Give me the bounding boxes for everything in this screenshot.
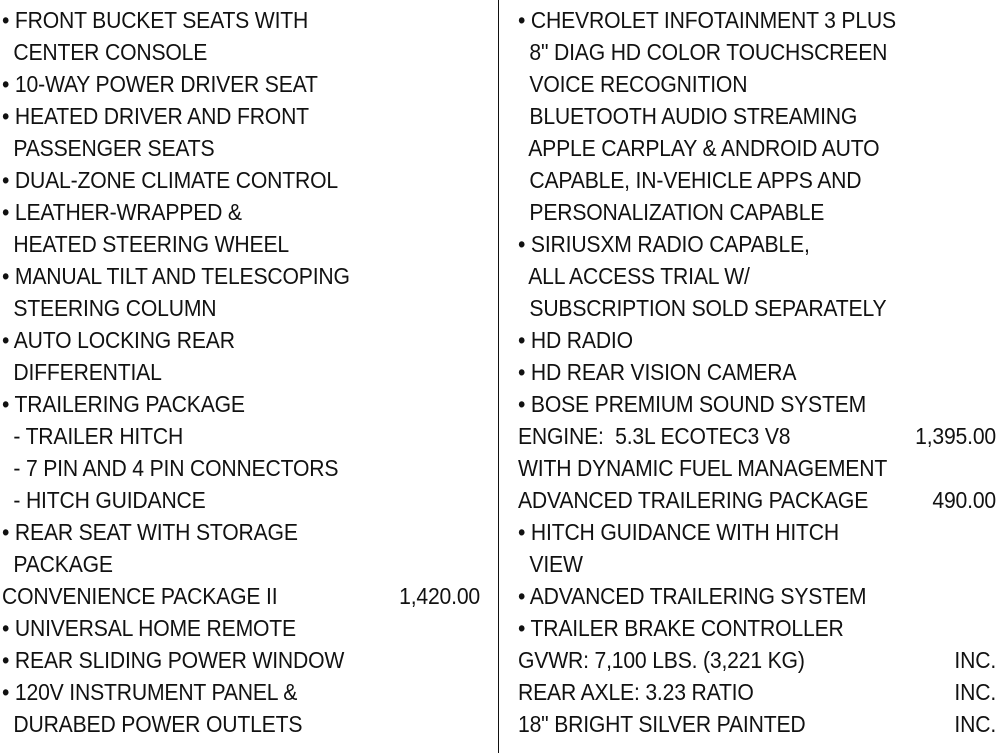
right-line-text: WITH DYNAMIC FUEL MANAGEMENT [518, 455, 888, 481]
right-line [518, 420, 996, 452]
right-line [518, 100, 996, 132]
right-line [518, 228, 996, 260]
left-line [2, 548, 480, 580]
right-line [518, 260, 996, 292]
left-line-text: • TRAILERING PACKAGE [2, 391, 245, 417]
left-line-text: - HITCH GUIDANCE [2, 487, 206, 513]
left-line [2, 420, 480, 452]
right-line-price: INC. [954, 711, 997, 737]
left-column [2, 4, 480, 740]
right-line [518, 4, 996, 36]
left-line [2, 612, 480, 644]
right-line-text: • SIRIUSXM RADIO CAPABLE, [518, 231, 810, 257]
right-line-text: GVWR: 7,100 LBS. (3,221 KG) [518, 647, 805, 673]
right-line-text: VIEW [518, 551, 583, 577]
right-line-text: REAR AXLE: 3.23 RATIO [518, 679, 754, 705]
left-line [2, 4, 480, 36]
left-line [2, 708, 480, 740]
left-line [2, 292, 480, 324]
left-line-text: • UNIVERSAL HOME REMOTE [2, 615, 296, 641]
left-line [2, 196, 480, 228]
right-line [518, 644, 996, 676]
right-line-price: INC. [954, 679, 997, 705]
left-line-text: • REAR SEAT WITH STORAGE [2, 519, 298, 545]
right-column [518, 4, 996, 740]
right-line [518, 676, 996, 708]
right-line [518, 452, 996, 484]
left-line-text: CONVENIENCE PACKAGE II [2, 583, 278, 609]
left-line [2, 356, 480, 388]
left-line-text: DIFFERENTIAL [2, 359, 162, 385]
left-line-text: • AUTO LOCKING REAR [2, 327, 235, 353]
right-line-text: APPLE CARPLAY & ANDROID AUTO [518, 135, 880, 161]
right-line-text: SUBSCRIPTION SOLD SEPARATELY [518, 295, 887, 321]
column-divider [498, 0, 499, 753]
right-line-text: VOICE RECOGNITION [518, 71, 748, 97]
left-line [2, 68, 480, 100]
left-line-text: • HEATED DRIVER AND FRONT [2, 103, 309, 129]
right-line [518, 36, 996, 68]
right-line-price: 490.00 [932, 487, 997, 513]
left-line-text: • MANUAL TILT AND TELESCOPING [2, 263, 350, 289]
left-line-text: PASSENGER SEATS [2, 135, 215, 161]
right-line-text: • ADVANCED TRAILERING SYSTEM [518, 583, 867, 609]
left-line-text: - 7 PIN AND 4 PIN CONNECTORS [2, 455, 339, 481]
left-line [2, 324, 480, 356]
right-line-price: INC. [954, 647, 997, 673]
right-line [518, 612, 996, 644]
right-line [518, 324, 996, 356]
right-line [518, 708, 996, 740]
left-line [2, 132, 480, 164]
left-line [2, 100, 480, 132]
left-line [2, 484, 480, 516]
right-line [518, 68, 996, 100]
left-line-text: PACKAGE [2, 551, 113, 577]
left-line [2, 644, 480, 676]
right-line-text: ENGINE: 5.3L ECOTEC3 V8 [518, 423, 791, 449]
right-line [518, 516, 996, 548]
right-line-text: • HITCH GUIDANCE WITH HITCH [518, 519, 840, 545]
left-line-text: DURABED POWER OUTLETS [2, 711, 303, 737]
right-line [518, 548, 996, 580]
left-line [2, 228, 480, 260]
left-line [2, 580, 480, 612]
left-line [2, 36, 480, 68]
right-line-text: • TRAILER BRAKE CONTROLLER [518, 615, 844, 641]
right-line-text: PERSONALIZATION CAPABLE [518, 199, 825, 225]
left-line [2, 164, 480, 196]
right-line-text: 8" DIAG HD COLOR TOUCHSCREEN [518, 39, 888, 65]
left-line-text: CENTER CONSOLE [2, 39, 208, 65]
left-line [2, 452, 480, 484]
right-line [518, 132, 996, 164]
right-line-price: 1,395.00 [915, 423, 997, 449]
left-line-text: • FRONT BUCKET SEATS WITH [2, 7, 309, 33]
left-line-text: • 10-WAY POWER DRIVER SEAT [2, 71, 318, 97]
right-line [518, 388, 996, 420]
right-line-text: CAPABLE, IN-VEHICLE APPS AND [518, 167, 862, 193]
left-line-text: • 120V INSTRUMENT PANEL & [2, 679, 298, 705]
right-line [518, 484, 996, 516]
left-line-text: - TRAILER HITCH [2, 423, 184, 449]
right-line-text: ALL ACCESS TRIAL W/ [518, 263, 750, 289]
right-line [518, 196, 996, 228]
right-line-text: ADVANCED TRAILERING PACKAGE [518, 487, 869, 513]
right-line [518, 356, 996, 388]
left-line-text: HEATED STEERING WHEEL [2, 231, 289, 257]
left-line [2, 388, 480, 420]
right-line-text: • CHEVROLET INFOTAINMENT 3 PLUS [518, 7, 896, 33]
left-line-text: • DUAL-ZONE CLIMATE CONTROL [2, 167, 338, 193]
right-line [518, 580, 996, 612]
right-line-text: 18" BRIGHT SILVER PAINTED [518, 711, 806, 737]
left-line [2, 516, 480, 548]
right-line-text: • BOSE PREMIUM SOUND SYSTEM [518, 391, 867, 417]
left-line [2, 676, 480, 708]
left-line-text: STEERING COLUMN [2, 295, 217, 321]
left-line-price: 1,420.00 [399, 583, 481, 609]
right-line-text: • HD REAR VISION CAMERA [518, 359, 797, 385]
right-line-text: • HD RADIO [518, 327, 633, 353]
left-line-text: • LEATHER-WRAPPED & [2, 199, 242, 225]
right-line [518, 164, 996, 196]
right-line [518, 292, 996, 324]
right-line-text: BLUETOOTH AUDIO STREAMING [518, 103, 858, 129]
left-line-text: • REAR SLIDING POWER WINDOW [2, 647, 345, 673]
left-line [2, 260, 480, 292]
